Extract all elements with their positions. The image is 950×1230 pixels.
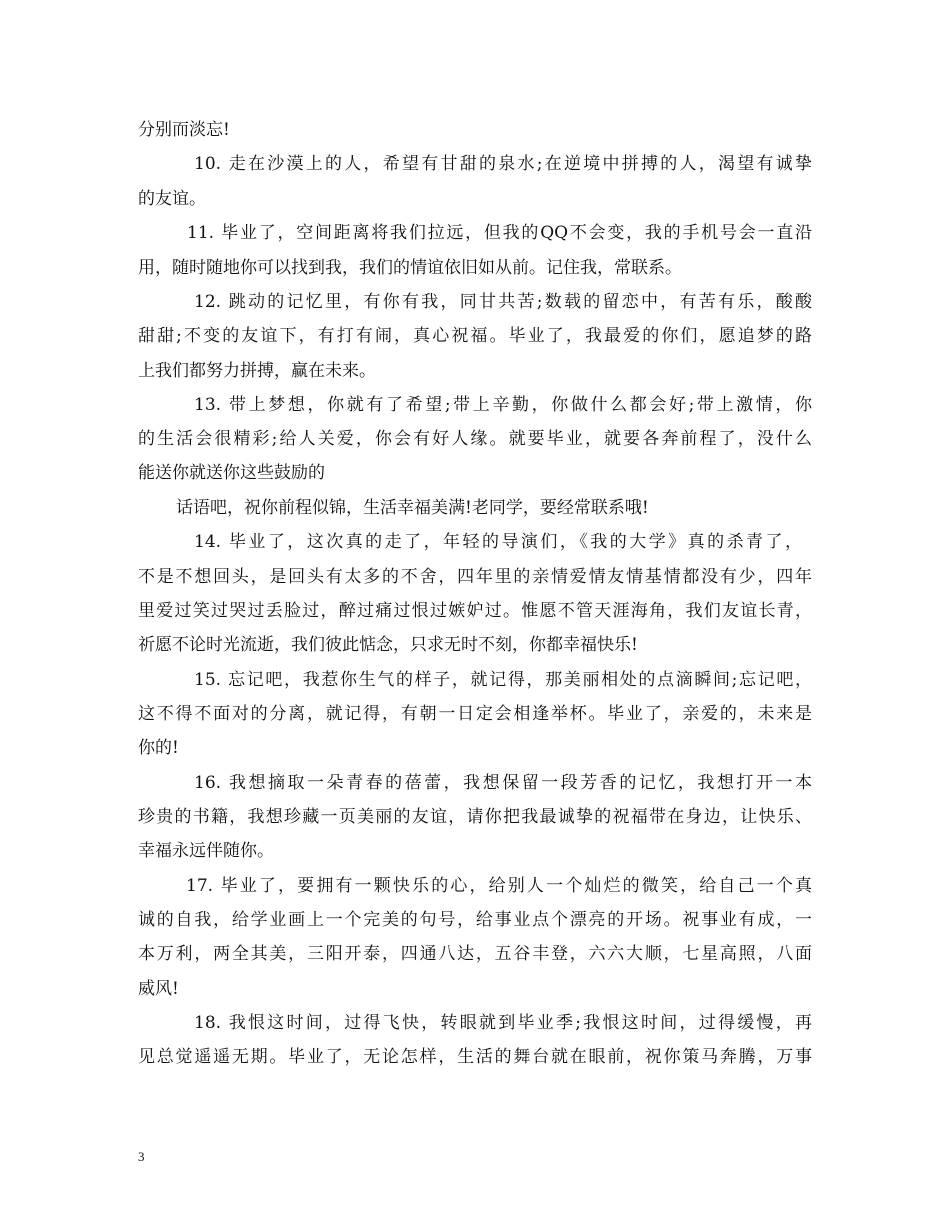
text-line: 的友谊。 xyxy=(138,189,206,209)
text-line: 祈愿不论时光流逝，我们彼此惦念，只求无时不刻，你都幸福快乐! xyxy=(138,635,638,655)
paragraph-16-line: 16. 我想摘取一朵青春的蓓蕾，我想保留一段芳香的记忆，我想打开一本 xyxy=(194,773,812,793)
text-line: 威风! xyxy=(138,979,179,999)
paragraph-18-line: 18. 我恨这时间，过得飞快，转眼就到毕业季;我恨这时间，过得缓慢，再 xyxy=(194,1013,812,1033)
text-line: 这不得不面对的分离，就记得，有朝一日定会相逢举杯。毕业了，亲爱的，未来是 xyxy=(138,704,812,724)
text-line: 甜甜;不变的友谊下，有打有闹，真心祝福。毕业了，我最爱的你们，愿追梦的路 xyxy=(138,326,812,346)
text-line: 幸福永远伴随你。 xyxy=(138,841,274,861)
text-line: 话语吧，祝你前程似锦，生活幸福美满!老同学，要经常联系哦! xyxy=(176,498,649,518)
text-line: 珍贵的书籍，我想珍藏一页美丽的友谊，请你把我最诚挚的祝福带在身边，让快乐、 xyxy=(138,807,812,827)
paragraph-13-line: 13. 带上梦想，你就有了希望;带上辛勤，你做什么都会好;带上激情，你 xyxy=(194,395,812,415)
paragraph-10-line: 10. 走在沙漠上的人，希望有甘甜的泉水;在逆境中拼搏的人，渴望有诚挚 xyxy=(194,154,812,174)
text-line: 分别而淡忘! xyxy=(138,120,230,140)
text-line: 本万利，两全其美，三阳开泰，四通八达，五谷丰登，六六大顺，七星高照，八面 xyxy=(138,944,812,964)
text-line: 用，随时随地你可以找到我，我们的情谊依旧如从前。记住我，常联系。 xyxy=(138,258,682,278)
text-line: 见总觉遥遥无期。毕业了，无论怎样，生活的舞台就在眼前，祝你策马奔腾，万事 xyxy=(138,1047,812,1067)
text-line: 里爱过笑过哭过丢脸过，醉过痛过恨过嫉妒过。惟愿不管天涯海角，我们友谊长青， xyxy=(138,601,812,621)
paragraph-11-line: 11. 毕业了，空间距离将我们拉远，但我的QQ不会变，我的手机号会一直沿 xyxy=(187,223,812,243)
paragraph-14-line: 14. 毕业了，这次真的走了，年轻的导演们，《我的大学》真的杀青了， xyxy=(194,532,802,552)
page-number: 3 xyxy=(138,1149,145,1164)
text-line: 的生活会很精彩;给人关爱，你会有好人缘。就要毕业，就要各奔前程了，没什么 xyxy=(138,429,812,449)
paragraph-15-line: 15. 忘记吧，我惹你生气的样子，就记得，那美丽相处的点滴瞬间;忘记吧， xyxy=(194,670,812,690)
text-line: 上我们都努力拼搏，赢在未来。 xyxy=(138,361,376,381)
text-line: 不是不想回头，是回头有太多的不舍，四年里的亲情爱情友情基情都没有少，四年 xyxy=(138,567,812,587)
text-line: 诚的自我，给学业画上一个完美的句号，给事业点个漂亮的开场。祝事业有成，一 xyxy=(138,910,812,930)
text-line: 能送你就送你这些鼓励的 xyxy=(138,463,325,483)
text-line: 你的! xyxy=(138,738,179,758)
paragraph-12-line: 12. 跳动的记忆里，有你有我，同甘共苦;数载的留恋中，有苦有乐，酸酸 xyxy=(194,292,812,312)
paragraph-17-line: 17. 毕业了，要拥有一颗快乐的心，给别人一个灿烂的微笑，给自己一个真 xyxy=(186,876,812,896)
